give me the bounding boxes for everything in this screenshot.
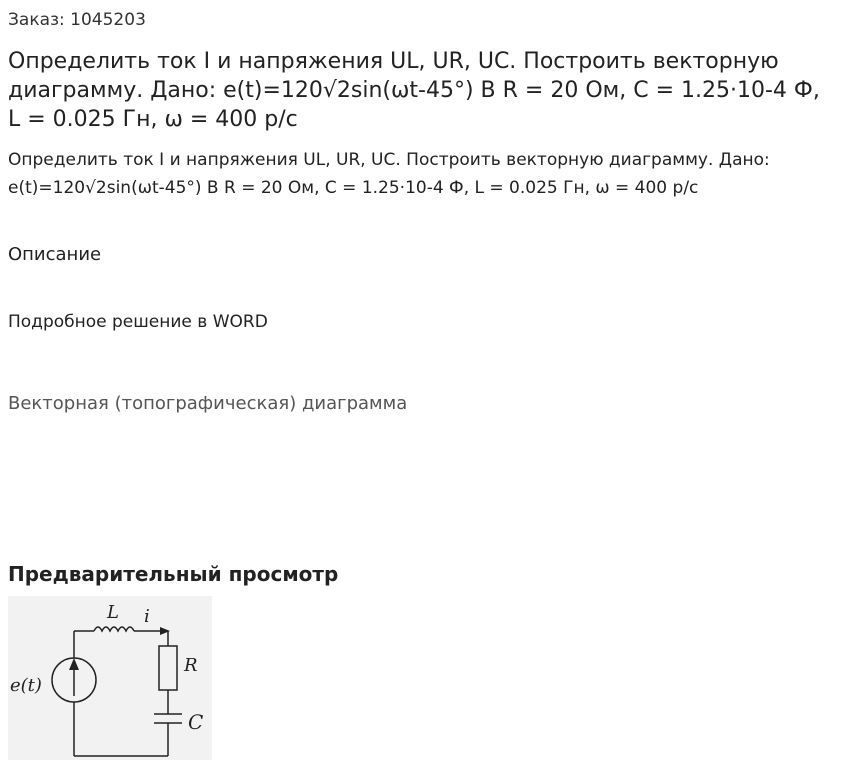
source-label: e(t) [10, 675, 42, 696]
page-title: Определить ток I и напряжения UL, UR, UC. Построить векторную диаграмму. Дано: e(t)=120√2sin(ωt-45°) В R = 20 Ом, C = 1.25·10-4 Ф, L = 0.025 Гн, ω = 400 р/с [8, 49, 820, 132]
circuit-preview-image[interactable] [8, 596, 212, 760]
capacitor-label: C [188, 710, 204, 734]
task-description: Определить ток I и напряжения UL, UR, UC. Построить векторную диаграмму. Дано: e(t)=120√2sin(ωt-45°) В R = 20 Ом, C = 1.25·10-4 Ф, L = 0.025 Гн, ω = 400 р/с [8, 150, 770, 198]
vector-diagram-text: Векторная (топографическая) диаграмма [8, 393, 408, 414]
current-label: i [144, 606, 150, 627]
circuit-diagram [8, 596, 212, 760]
detailed-solution-text: Подробное решение в WORD [8, 312, 268, 332]
preview-heading: Предварительный просмотр [8, 562, 339, 586]
description-heading: Описание [8, 244, 102, 265]
source-arrow-icon [69, 658, 79, 670]
resistor-label: R [184, 655, 198, 676]
order-number: Заказ: 1045203 [8, 10, 146, 30]
inductor-label: L [107, 602, 119, 623]
